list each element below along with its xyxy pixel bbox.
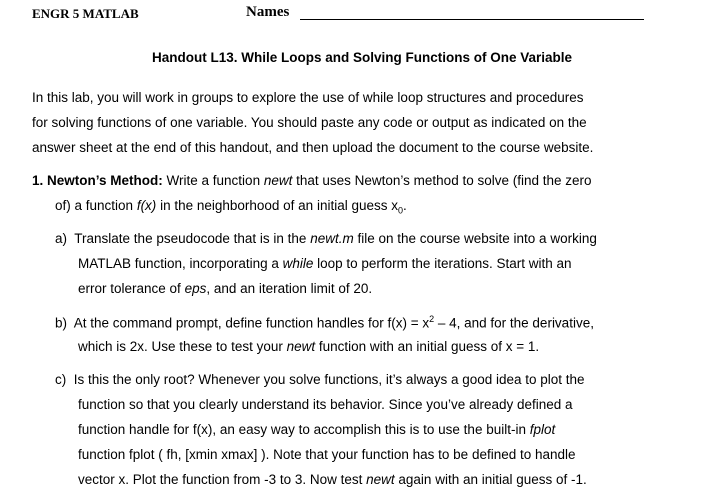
text: again with an initial guess of -1. <box>394 472 587 487</box>
item-1-number: 1. <box>32 173 44 188</box>
function-name: newt <box>286 339 316 354</box>
superscript: 2 <box>429 314 435 324</box>
text: function handle for f(x), an easy way to accomplish this is to use the built-in <box>78 422 530 437</box>
item-c-label: c) <box>55 372 67 387</box>
names-line <box>300 19 644 20</box>
item-c-line: function fplot ( fh, [xmin xmax] ). Note that your function has to be defined to handle <box>78 447 576 462</box>
function-name: newt <box>263 173 293 188</box>
text: file on the course website into a working <box>353 231 597 246</box>
intro-line: In this lab, you will work in groups to explore the use of while loop structures and procedures <box>32 90 584 105</box>
handout-title: Handout L13. While Loops and Solving Functions of One Variable <box>151 50 573 65</box>
intro-line: for solving functions of one variable. You should paste any code or output as indicated on the <box>32 115 587 130</box>
item-b-label: b) <box>55 315 68 331</box>
item-a-label: a) <box>55 231 68 246</box>
subscript: 0 <box>397 205 403 216</box>
item-a-line <box>55 231 597 246</box>
text: At the command prompt, define function handles for f(x) = x <box>73 315 430 331</box>
keyword: while <box>282 256 314 271</box>
item-c-line <box>78 422 555 437</box>
function-name: fplot <box>529 422 556 437</box>
item-1-heading: Newton’s Method: <box>47 173 163 188</box>
text: function with an initial guess of x = 1. <box>315 339 540 354</box>
text: in the neighborhood of an initial guess x <box>156 198 398 213</box>
item-b-line <box>55 314 594 331</box>
text: , and an iteration limit of 20. <box>206 281 373 296</box>
text: vector x. Plot the function from -3 to 3. Now test <box>78 472 367 487</box>
text: – 4, and for the derivative, <box>434 315 594 331</box>
text: Translate the pseudocode that is in the <box>74 231 311 246</box>
text: that uses Newton’s method to solve (find the zero <box>292 173 592 188</box>
text: Is this the only root? Whenever you solve functions, it’s always a good idea to plot the <box>73 372 585 387</box>
text: MATLAB function, incorporating a <box>78 256 283 271</box>
text: which is 2x. Use these to test your <box>78 339 287 354</box>
keyword: eps <box>184 281 207 296</box>
item-c-line <box>55 372 585 387</box>
text: error tolerance of <box>78 281 185 296</box>
item-1-line <box>32 173 592 188</box>
intro-line: answer sheet at the end of this handout, and then upload the document to the course website. <box>32 140 594 155</box>
text: loop to perform the iterations. Start with an <box>313 256 572 271</box>
item-a-line <box>78 256 572 271</box>
function-name: newt <box>366 472 395 487</box>
item-b-line <box>78 339 539 354</box>
text: of) a function <box>55 198 137 213</box>
file-name: newt.m <box>310 231 354 246</box>
item-1-line <box>55 198 407 216</box>
item-a-line <box>78 281 372 296</box>
names-label: Names <box>246 4 290 20</box>
text: Write a function <box>162 173 264 188</box>
text: . <box>403 198 407 213</box>
item-c-line: function so that you clearly understand its behavior. Since you’ve already defined a <box>78 397 573 412</box>
math: f(x) <box>136 198 157 213</box>
item-c-line <box>78 472 587 487</box>
course-label: ENGR 5 MATLAB <box>32 6 139 21</box>
